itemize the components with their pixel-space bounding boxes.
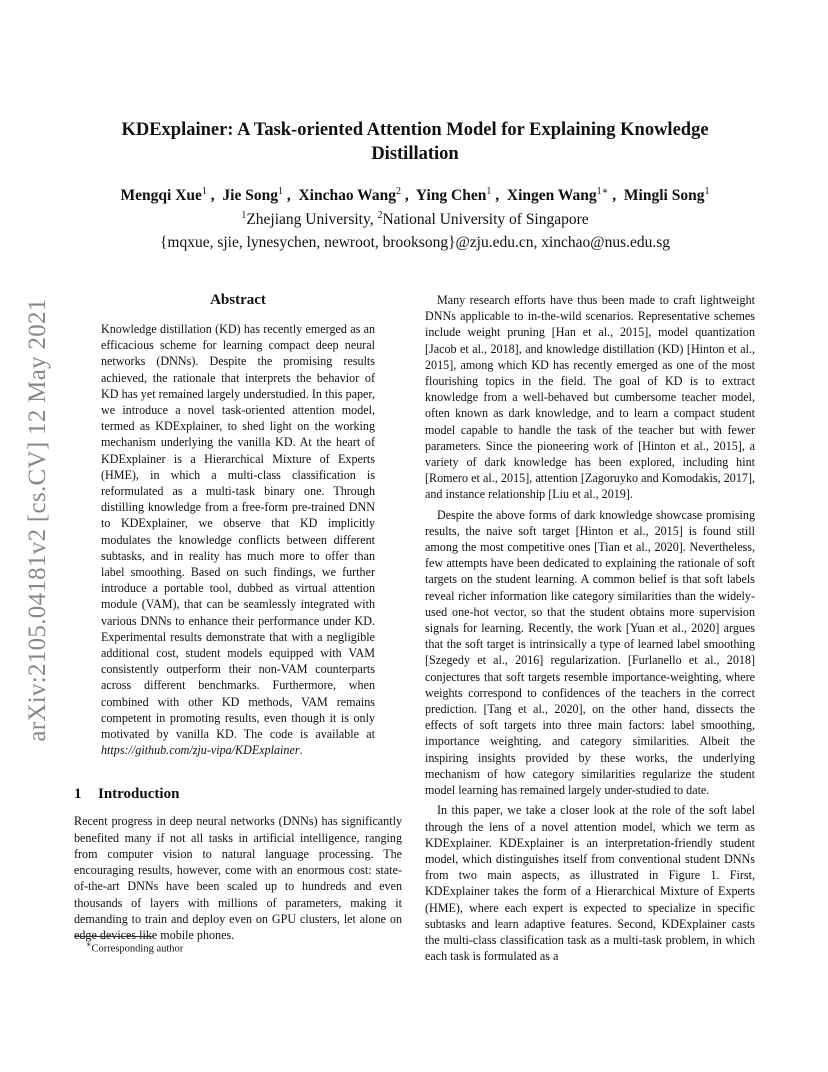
author-name: Mingli Song: [623, 187, 705, 205]
author-name: Jie Song: [222, 187, 278, 205]
intro-paragraph-3: Despite the above forms of dark knowledge showcase promising results, the naive soft target [Hinton et al., 2015] is found still among the most competitive ones [Tian et al., 2020]. Nevertheless, few attempts have been dedicated to explaining the rationale of soft targets on the student learning. A common belief is that soft labels reveal richer information like category similarities than the widely-used one-hot vector, so that the student obtains more supervision signals for learning. Recently, the work [Yuan et al., 2020] argues that the soft target is intrinsically a type of learned label smoothing [Szegedy et al., 2016] regularization. [Furlanello et al., 2018] conjectures that soft targets resemble importance-weighting, where weights correspond to confidences of the teachers in the correct prediction. [Tang et al., 2020], on the other hand, dissects the effects of soft targets into three main factors: label smoothing, importance weighting, and category similarities. Albeit the inspiring insights provided by these works, the underlying mechanism of how category similarities regularize the student model learning has remained largely under-studied to date.: [425, 507, 755, 798]
author-affiliation-mark: 1: [486, 186, 492, 197]
section-title: Introduction: [98, 786, 180, 803]
footnote: [86, 940, 183, 955]
section-number: 1: [74, 786, 82, 803]
paper-title: KDExplainer: A Task-oriented Attention Model for Explaining Knowledge Distillation: [121, 120, 709, 164]
code-link[interactable]: https://github.com/zju-vipa/KDExplainer: [101, 743, 300, 758]
author-name: Xingen Wang: [506, 187, 597, 205]
affiliations: [80, 210, 750, 229]
right-column: [425, 292, 755, 964]
arxiv-identifier: [14, 280, 62, 760]
abstract-tail: .: [299, 743, 303, 758]
author-affiliation-mark: 1: [277, 186, 283, 197]
section-heading-introduction: [74, 786, 402, 803]
footnote-text: Corresponding author: [91, 943, 184, 955]
author-affiliation-mark: 2: [395, 186, 401, 197]
author-name: Mengqi Xue: [120, 187, 202, 205]
abstract-body: [101, 321, 375, 758]
author-affiliation-mark: 1: [201, 186, 207, 197]
author-list: Mengqi Xue$^1$ , Jie Song$^1$ , Xinchao Wang$^2$ , Ying Chen$^1$ , Xingen Wang$^{1∗}$ , Mingli Song$^1$: [120, 186, 710, 205]
author-affiliation-mark: 1: [704, 186, 710, 197]
footnote-mark: ∗: [86, 940, 92, 949]
author-affiliation-mark: 1∗: [596, 186, 609, 197]
arxiv-identifier-text: arXiv:2105.04181v2 [cs.CV] 12 May 2021: [24, 298, 51, 742]
left-column: [74, 292, 402, 943]
affiliation-2: National University of Singapore: [382, 211, 589, 229]
affiliation-mark: 2: [377, 210, 383, 221]
author-emails: {mqxue, sjie, lynesychen, newroot, brooksong}@zju.edu.cn, xinchao@nus.edu.sg: [159, 234, 671, 251]
intro-paragraph-4: In this paper, we take a closer look at the role of the soft label through the lens of a novel attention model, which we term as KDExplainer. KDExplainer is an interpretation-friendly student model, which distinguishes itself from conventional student DNNs from two main aspects, as illustrated in Figure 1. First, KDExplainer takes the form of a Hierarchical Mixture of Experts (HME), where each expert is expected to specialize in specific subtasks and learn adaptive features. Second, KDExplainer casts the multi-class classification task as a multi-task problem, in which each task is formulated as a: [425, 803, 755, 964]
footnote-rule: [74, 936, 154, 937]
abstract-heading: Abstract: [210, 292, 266, 308]
intro-paragraph-1: Recent progress in deep neural networks (DNNs) has significantly benefited many if not all tasks in artificial intelligence, ranging from computer vision to natural language processing. The encouraging results, however, come with an enormous cost: state-of-the-art DNNs have been scaled up to hundreds and even thousands of layers with millions of parameters, making it demanding to train and deploy even on GPU clusters, let alone on edge devices like mobile phones.: [74, 814, 402, 942]
intro-paragraph-2: Many research efforts have thus been made to craft lightweight DNNs applicable to in-the-wild scenarios. Representative schemes include weight pruning [Han et al., 2015], model quantization [Jacob et al., 2018], and knowledge distillation (KD) [Hinton et al., 2015], among which KD has recently emerged as one of the most flourishing topics in the field. The goal of KD is to extract knowledge from a well-behaved but cumbersome teacher model, often known as dark knowledge, and to learn a compact student model capable to handle the task of the teacher but with fewer parameters. Since the pioneering work of [Hinton et al., 2015], a variety of dark knowledge has been explored, including hint [Romero et al., 2015], attention [Zagoruyko and Komodakis, 2017], and instance relationship [Liu et al., 2019].: [425, 293, 755, 502]
affiliation-mark: 1: [241, 210, 247, 221]
author-name: Xinchao Wang: [298, 187, 396, 205]
author-name: Ying Chen: [415, 187, 487, 205]
affiliation-1: Zhejiang University,: [246, 211, 378, 229]
abstract-text: Knowledge distillation (KD) has recently emerged as an efficacious scheme for learning compact deep neural networks (DNNs). Despite the promising results achieved, the rationale that interprets the behavior of KD has yet remained largely understudied. In this paper, we introduce a novel task-oriented attention model, termed as KDExplainer, to shed light on the working mechanism underlying the vanilla KD. At the heart of KDExplainer is a Hierarchical Mixture of Experts (HME), in which a multi-class classification is reformulated as a multi-task binary one. Through distilling knowledge from a free-form pre-trained DNN to KDExplainer, we observe that KD implicitly modulates the knowledge conflicts between different subtasks, and in reality has much more to offer than label smoothing. Based on such findings, we further introduce a portable tool, dubbed as virtual attention module (VAM), that can be seamlessly integrated with various DNNs to enhance their performance under KD. Experimental results demonstrate that with a negligible additional cost, student models equipped with VAM consistently outperform their non-VAM counterparts across different benchmarks. Furthermore, when combined with other KD methods, VAM remains competent in promoting results, even though it is only motivated by vanilla KD. The code is available at: [101, 322, 375, 742]
